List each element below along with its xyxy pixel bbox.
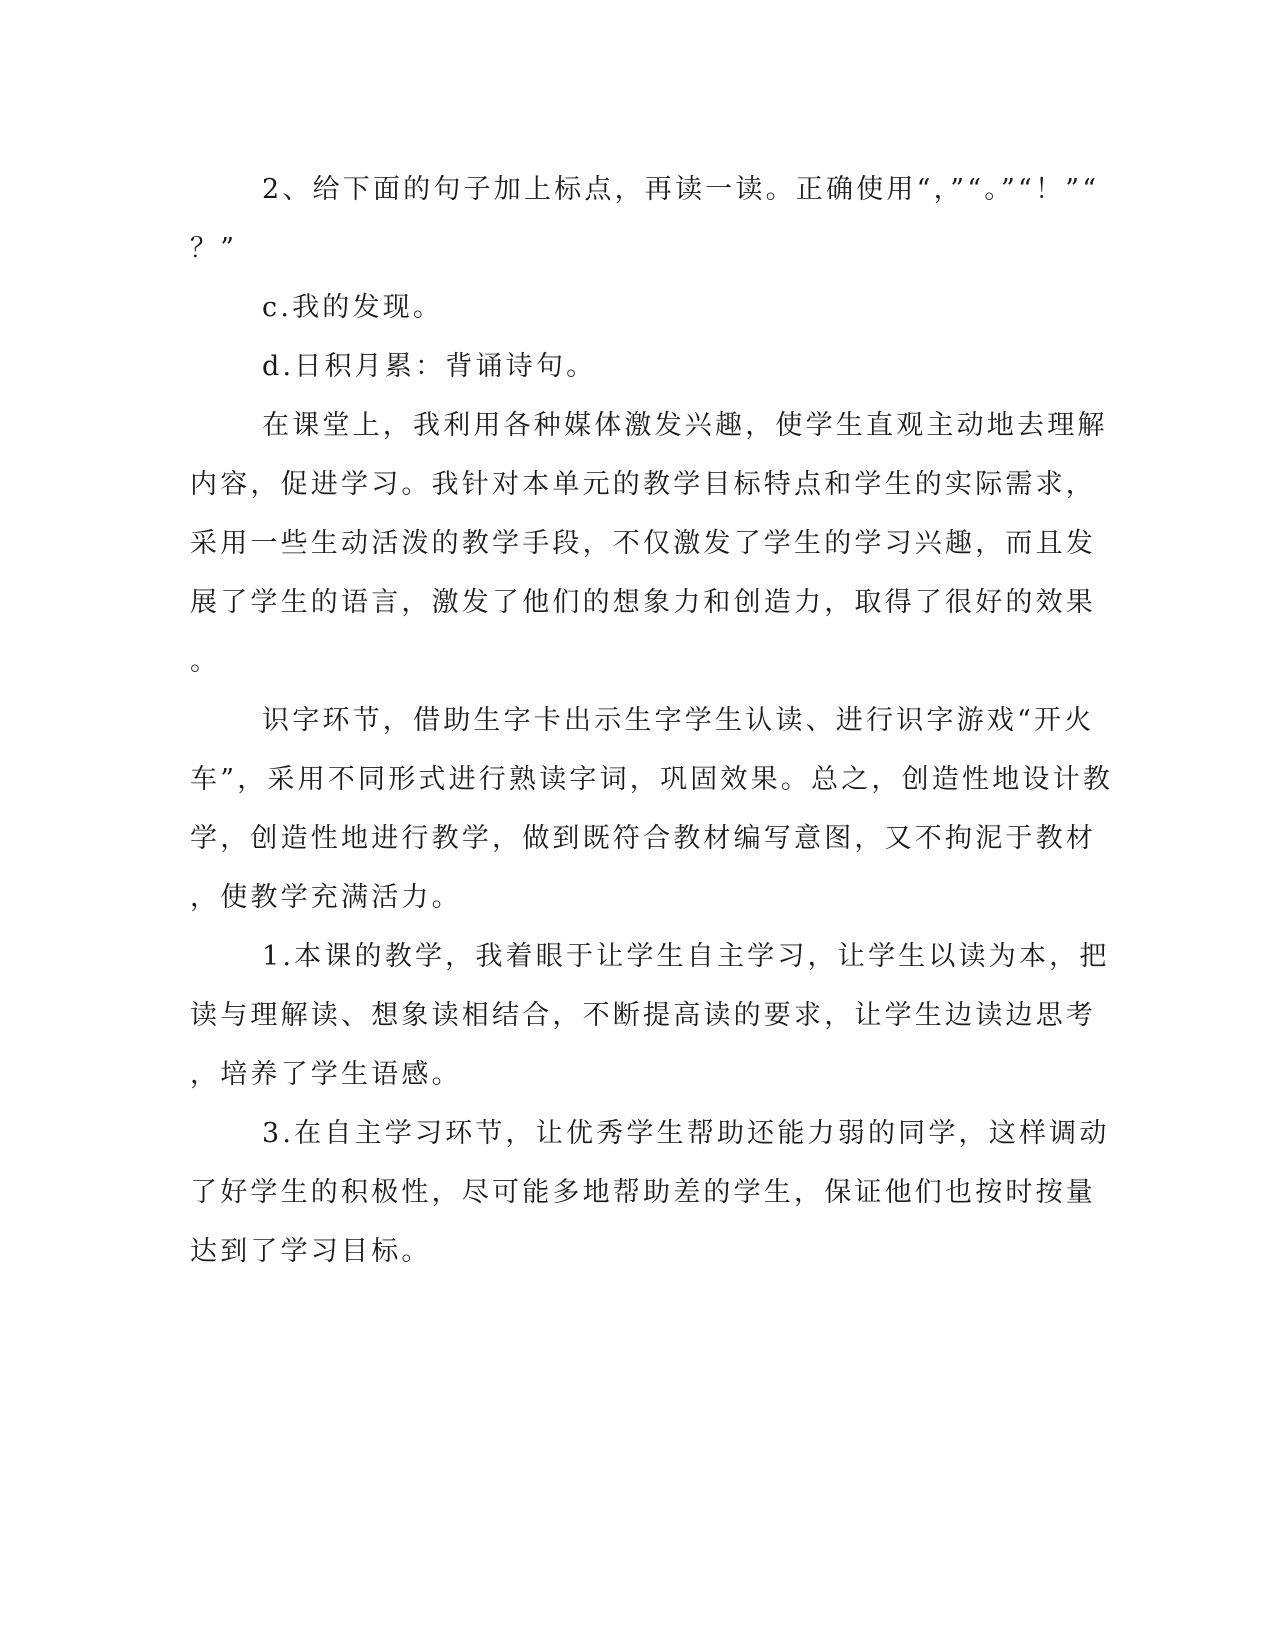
item-c-my-discovery: c.我的发现。: [262, 292, 444, 323]
paragraph-classroom-line-2: 内容，促进学习。我针对本单元的教学目标特点和学生的实际需求，: [190, 469, 1096, 500]
paragraph-classroom-line-4: 展了学生的语言，激发了他们的想象力和创造力，取得了很好的效果: [190, 587, 1096, 618]
paragraph-point-3-line-3: 达到了学习目标。: [190, 1236, 432, 1267]
paragraph-point-3-line-2: 了好学生的积极性，尽可能多地帮助差的学生，保证他们也按时按量: [190, 1177, 1096, 1208]
paragraph-point-1-line-1: 1.本课的教学，我着眼于让学生自主学习，让学生以读为本，把: [262, 941, 1110, 972]
paragraph-classroom-line-5: 。: [190, 646, 221, 677]
item-d-daily-accumulation: d.日积月累：背诵诗句。: [262, 351, 597, 382]
paragraph-point-1-line-3: ，培养了学生语感。: [190, 1059, 462, 1090]
paragraph-punctuation-line-1: 2、给下面的句子加上标点，再读一读。正确使用“，”“。”“！”“: [262, 174, 1100, 205]
paragraph-classroom-line-3: 采用一些生动活泼的教学手段，不仅激发了学生的学习兴趣，而且发: [190, 528, 1096, 559]
paragraph-punctuation-line-2: ？”: [190, 233, 238, 264]
paragraph-literacy-line-2: 车”，采用不同形式进行熟读字词，巩固效果。总之，创造性地设计教: [190, 764, 1114, 795]
paragraph-literacy-line-3: 学，创造性地进行教学，做到既符合教材编写意图，又不拘泥于教材: [190, 823, 1096, 854]
paragraph-point-1-line-2: 读与理解读、想象读相结合，不断提高读的要求，让学生边读边思考: [190, 1000, 1096, 1031]
paragraph-classroom-line-1: 在课堂上，我利用各种媒体激发兴趣，使学生直观主动地去理解: [262, 410, 1108, 441]
paragraph-point-3-line-1: 3.在自主学习环节，让优秀学生帮助还能力弱的同学，这样调动: [262, 1118, 1110, 1149]
paragraph-literacy-line-1: 识字环节，借助生字卡出示生字学生认读、进行识字游戏“开火: [262, 705, 1095, 736]
paragraph-literacy-line-4: ，使教学充满活力。: [190, 882, 462, 913]
